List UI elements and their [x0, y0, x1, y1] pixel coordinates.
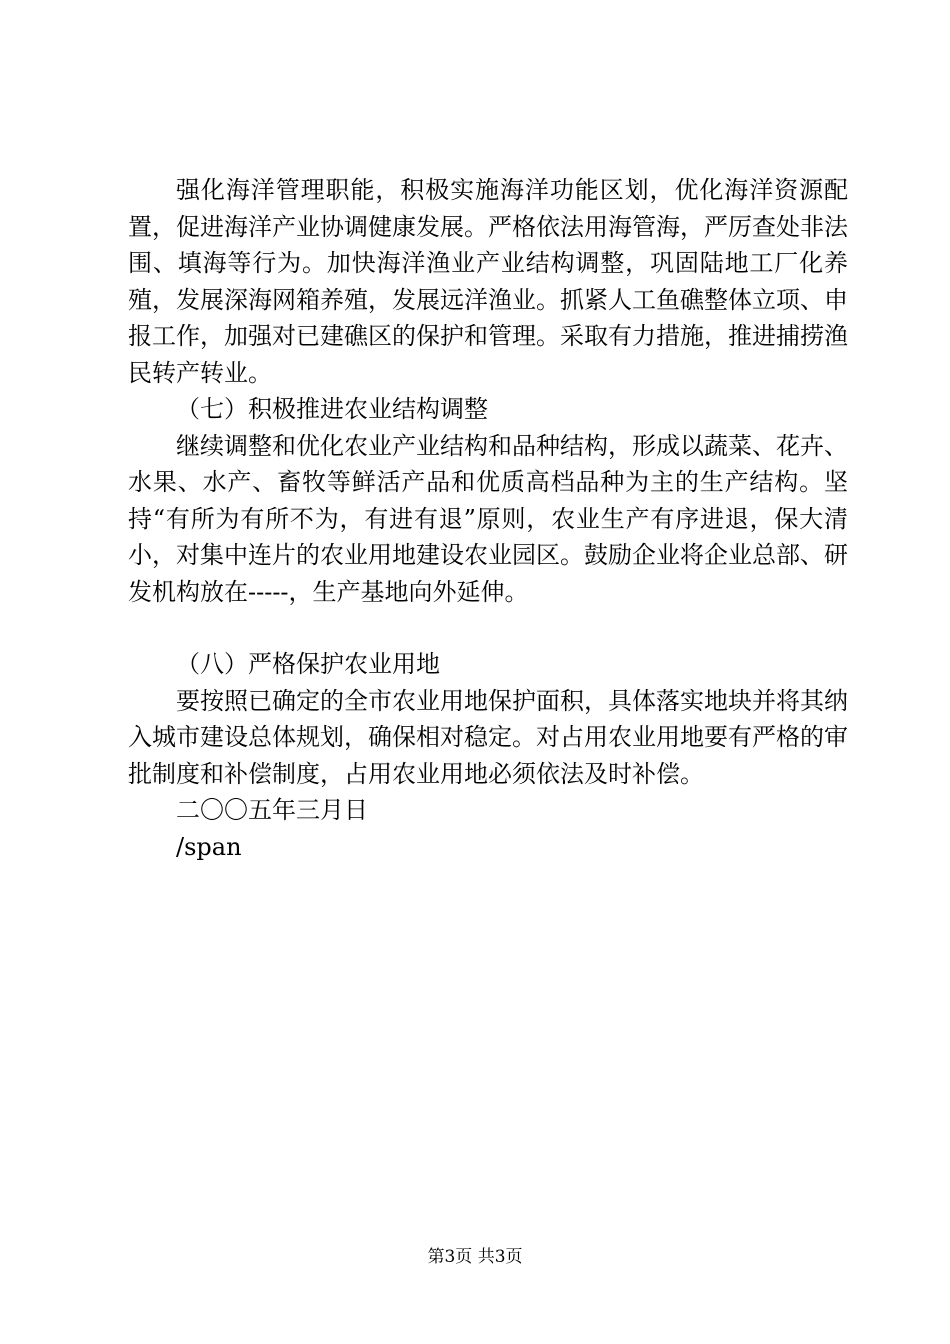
trailing-text: /span	[176, 832, 242, 861]
document-date: 二〇〇五年三月日	[176, 796, 368, 824]
blank-line	[128, 610, 848, 646]
paragraph-marine-management: 强化海洋管理职能，积极实施海洋功能区划，优化海洋资源配置，促进海洋产业协调健康发展。严格依法用海管海，严厉查处非法围、填海等行为。加快海洋渔业产业结构调整，巩固陆地工厂化养殖，发展深海网箱养殖，发展远洋渔业。抓紧人工鱼礁整体立项、申报工作，加强对已建礁区的保护和管理。采取有力措施，推进捕捞渔民转产转业。	[128, 176, 848, 387]
section-heading-eight: （八）严格保护农业用地	[176, 650, 440, 678]
paragraph-farmland-protection: 要按照已确定的全市农业用地保护面积，具体落实地块并将其纳入城市建设总体规划，确保相对稳定。对占用农业用地要有严格的审批制度和补偿制度，占用农业用地必须依法及时补偿。	[128, 686, 848, 788]
page-footer	[0, 1242, 950, 1267]
paragraph-agricultural-structure: 继续调整和优化农业产业结构和品种结构，形成以蔬菜、花卉、水果、水产、畜牧等鲜活产品和优质高档品种为主的生产结构。坚持“有所为有所不为，有进有退”原则，农业生产有序进退，保大清小，对集中连片的农业用地建设农业园区。鼓励企业将企业总部、研发机构放在-----，生产基地向外延伸。	[128, 431, 848, 606]
document-body	[128, 172, 848, 865]
section-heading-seven: （七）积极推进农业结构调整	[176, 395, 488, 423]
page-number: 第3页 共3页	[427, 1247, 523, 1267]
